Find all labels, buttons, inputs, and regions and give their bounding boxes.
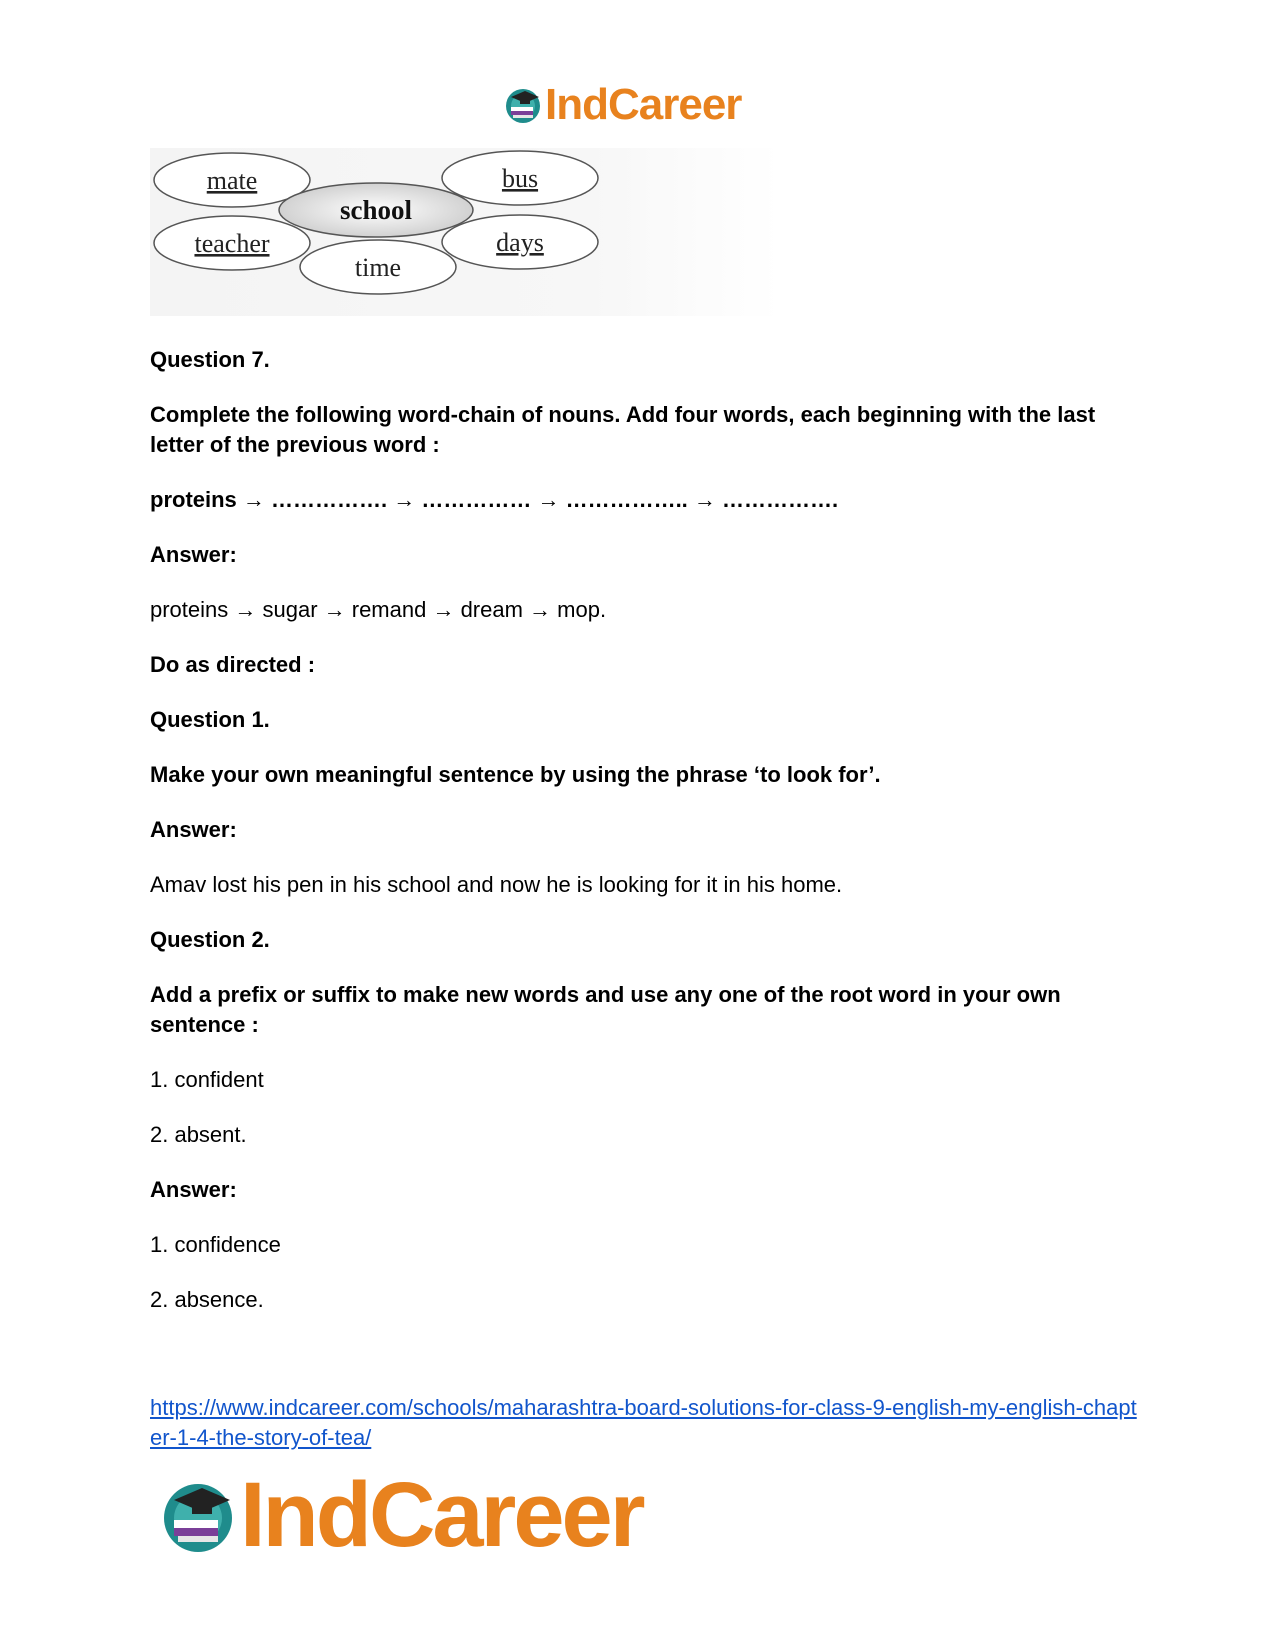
indcareer-logo-icon [158, 1476, 238, 1556]
question-1-answer: Amav lost his pen in his school and now he is looking for it in his home. [150, 872, 843, 897]
word-web-diagram [150, 148, 780, 316]
word-oval-time [300, 240, 456, 294]
list-item: 1. confident [150, 1067, 264, 1092]
question-2-text: Add a prefix or suffix to make new words and use any one of the root word in your own sentence : [150, 982, 1061, 1037]
word-bus: bus [501, 164, 539, 193]
word-school: school [339, 195, 413, 225]
word-oval-days [442, 215, 598, 269]
footer-logo [158, 1463, 643, 1568]
word-oval-bus [442, 151, 598, 205]
word-days: days [496, 228, 544, 257]
list-item: 2. absent. [150, 1122, 247, 1147]
section-heading: Do as directed : [150, 652, 316, 677]
word-oval-school [279, 183, 473, 237]
question-7-answer: proteins → sugar → remand → dream → mop. [150, 597, 607, 622]
question-1-title: Question 1. [150, 707, 270, 732]
question-2-title: Question 2. [150, 927, 270, 952]
list-item: 2. absence. [150, 1287, 264, 1312]
word-teacher: teacher [194, 229, 270, 258]
question-7-chain: proteins → ……………. → …………… → …………….. → ……………. [150, 487, 839, 512]
source-link[interactable]: https://www.indcareer.com/schools/maharashtra-board-solutions-for-class-9-english-my-english-chapter-1-4-the-story-of-tea/ [150, 1395, 1137, 1450]
word-time: time [354, 253, 402, 282]
list-item: 1. confidence [150, 1232, 281, 1257]
answer-label: Answer: [150, 542, 237, 567]
question-1-text: Make your own meaningful sentence by using the phrase ‘to look for’. [150, 762, 881, 787]
word-oval-teacher [154, 216, 310, 270]
answer-label: Answer: [150, 1177, 237, 1202]
document-body [150, 345, 1130, 1340]
word-mate: mate [206, 166, 258, 195]
indcareer-logo-icon [503, 85, 543, 125]
logo-text: IndCareer [545, 80, 742, 129]
header-logo [503, 80, 741, 130]
logo-text: IndCareer [240, 1464, 643, 1566]
question-7-title: Question 7. [150, 347, 270, 372]
answer-label: Answer: [150, 817, 237, 842]
question-7-text: Complete the following word-chain of nouns. Add four words, each beginning with the last letter of the previous word : [150, 402, 1096, 457]
